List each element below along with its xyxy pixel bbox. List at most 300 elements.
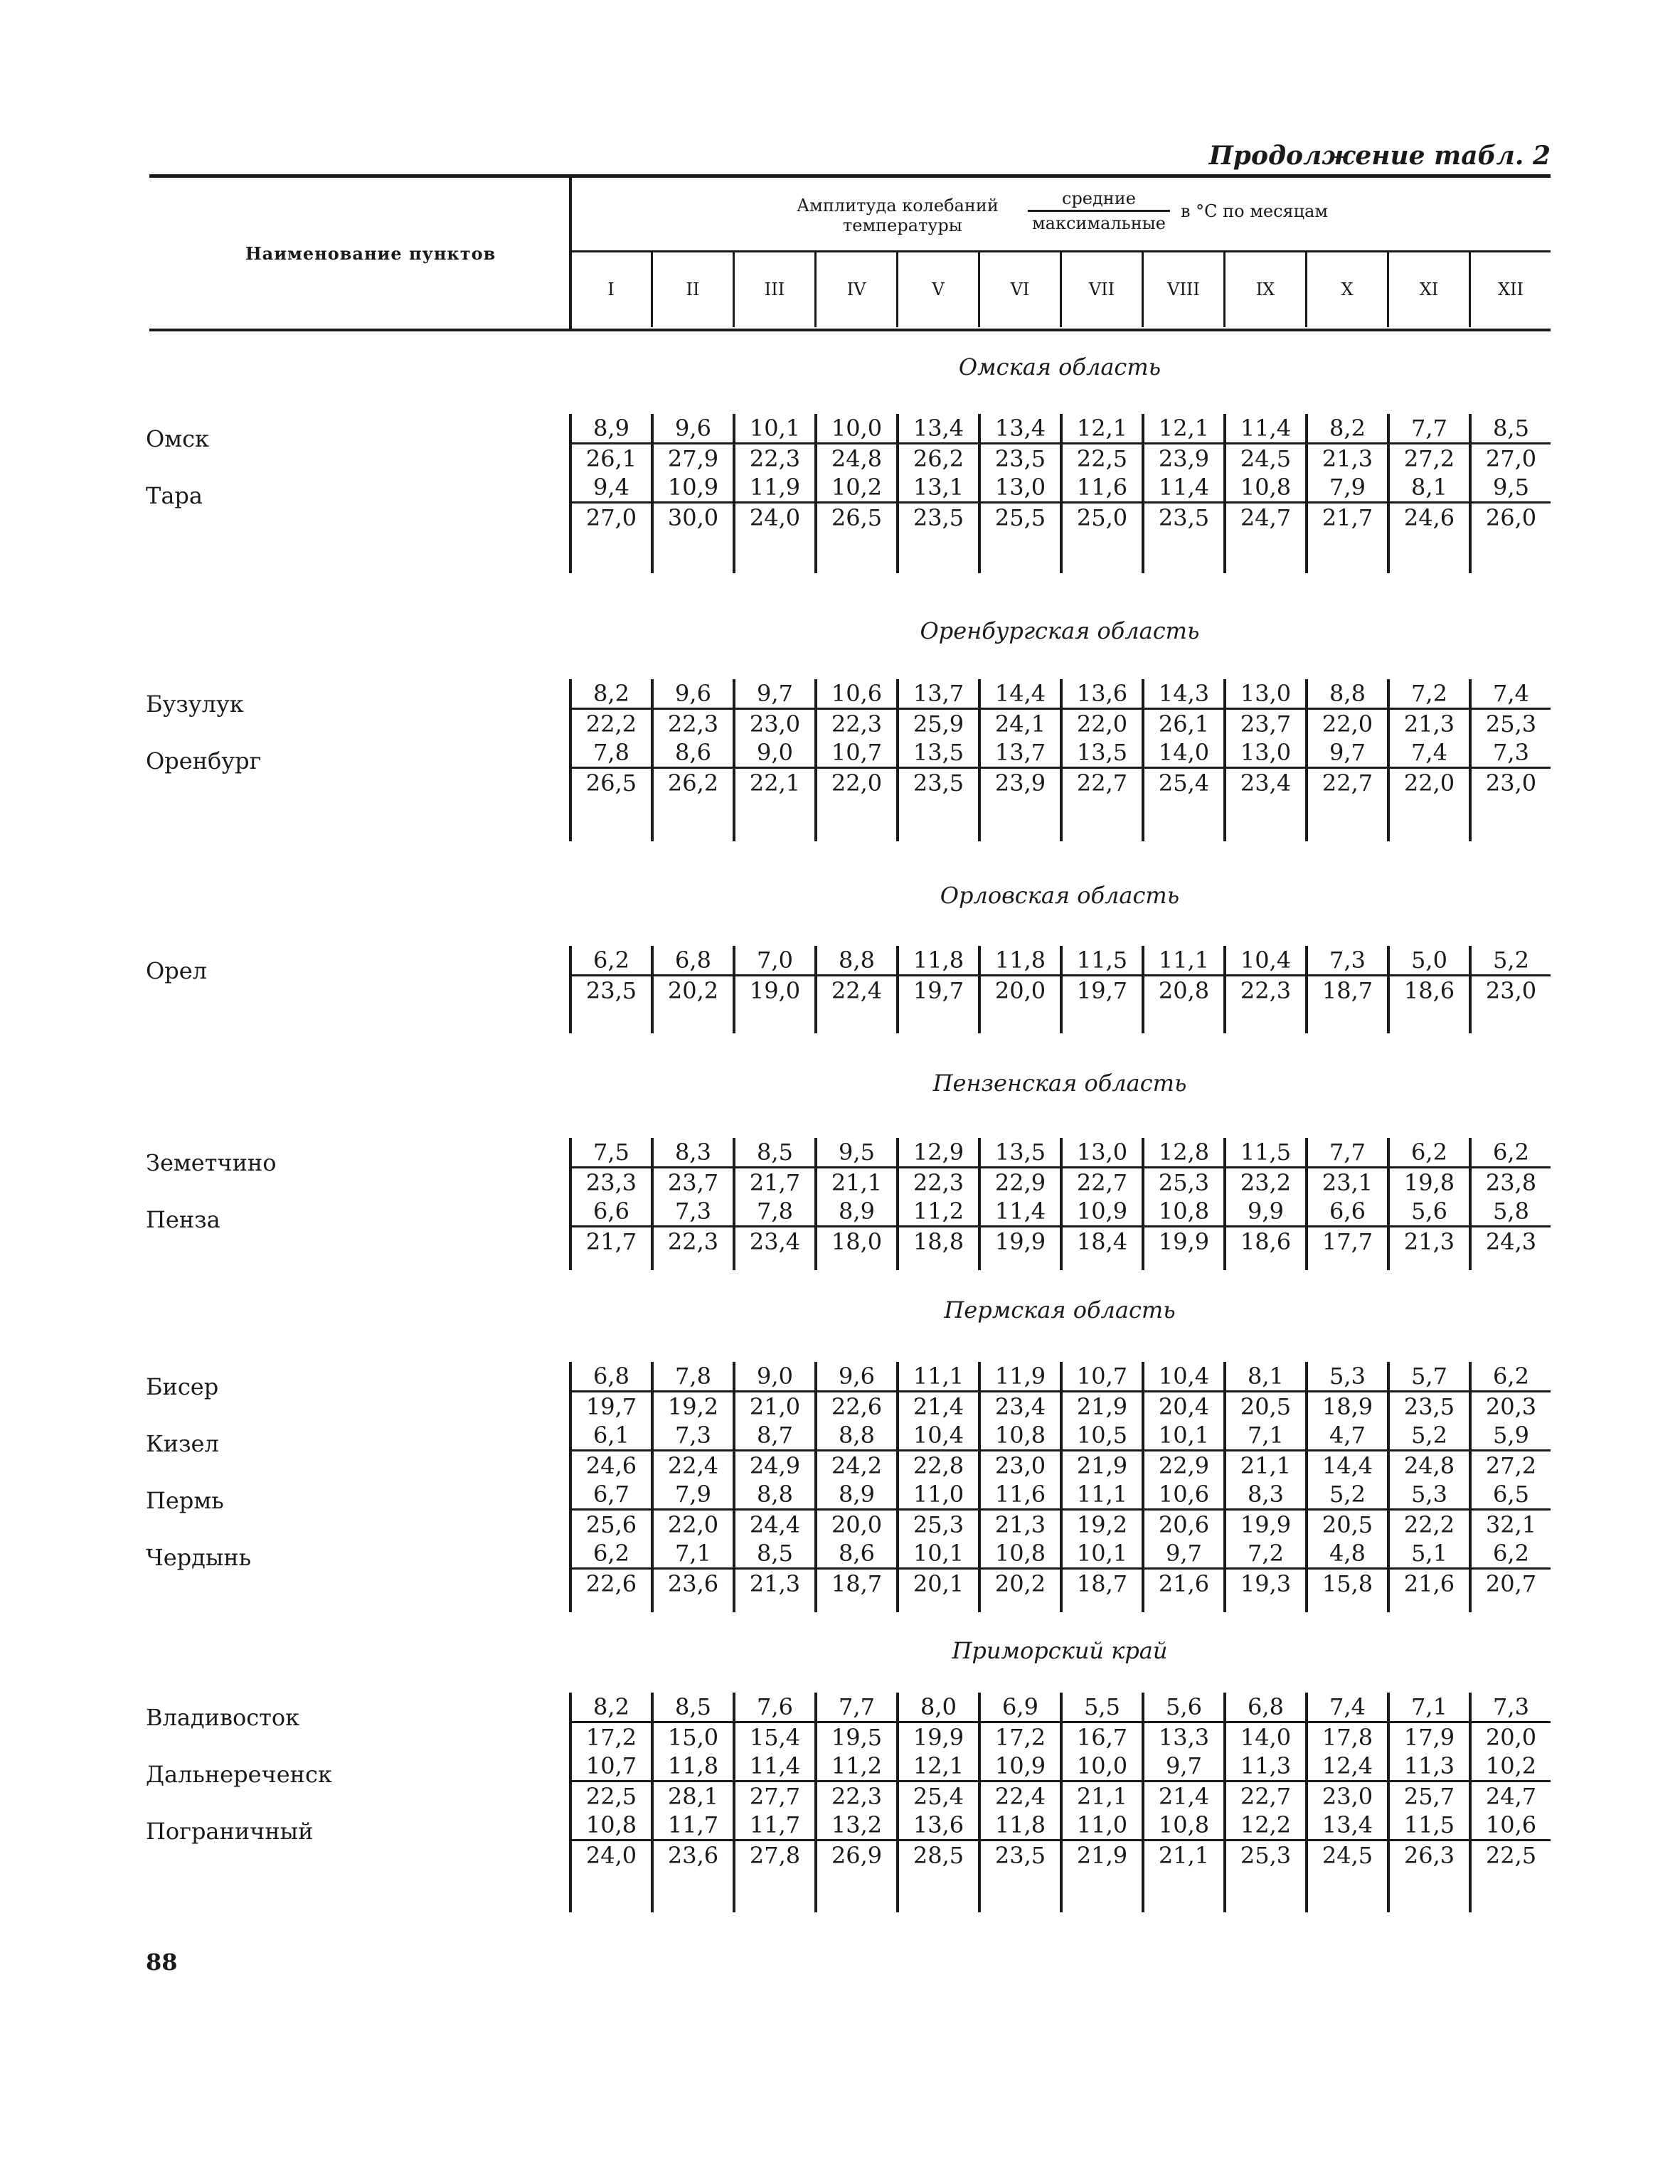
max-amplitude-value: 21,9 <box>1063 1390 1142 1421</box>
max-amplitude-value: 22,3 <box>735 442 814 473</box>
max-amplitude-value: 21,6 <box>1390 1567 1469 1598</box>
max-amplitude-value: 18,7 <box>1063 1567 1142 1598</box>
mean-amplitude-value: 9,6 <box>839 1363 875 1390</box>
month-column <box>733 414 814 573</box>
max-amplitude-value: 18,7 <box>1308 974 1387 1005</box>
mean-amplitude-value: 14,0 <box>1158 739 1210 766</box>
mean-amplitude-value: 10,8 <box>585 1811 637 1838</box>
fraction-denominator: максимальные <box>1031 213 1166 233</box>
max-amplitude-value: 23,5 <box>1144 501 1223 532</box>
month-header: III <box>733 252 814 327</box>
max-amplitude-value: 22,6 <box>572 1567 651 1598</box>
month-column <box>978 414 1060 573</box>
max-amplitude-value: 21,3 <box>735 1567 814 1598</box>
station-name: Пограничный <box>146 1818 314 1845</box>
month-column <box>569 946 651 1033</box>
max-amplitude-value: 24,9 <box>735 1449 814 1480</box>
month-column <box>651 1693 733 1912</box>
mean-amplitude-value: 13,2 <box>831 1811 883 1838</box>
month-header: I <box>569 252 651 327</box>
station-name: Владивосток <box>146 1704 300 1731</box>
mean-amplitude-value: 11,5 <box>1240 1139 1292 1166</box>
mean-amplitude-value: 9,7 <box>757 680 793 707</box>
mean-amplitude-value: 7,9 <box>1329 474 1366 501</box>
month-column <box>651 679 733 841</box>
mean-amplitude-value: 11,6 <box>1076 474 1128 501</box>
station-name: Оренбург <box>146 747 262 774</box>
month-column <box>651 414 733 573</box>
month-column <box>733 1362 814 1612</box>
mean-amplitude-value: 13,6 <box>913 1811 964 1838</box>
mean-amplitude-value: 11,2 <box>831 1752 883 1779</box>
max-amplitude-value: 22,3 <box>817 708 896 738</box>
station-name: Чердынь <box>146 1544 252 1571</box>
month-header: VI <box>978 252 1060 327</box>
max-amplitude-value: 26,0 <box>1472 501 1551 532</box>
max-amplitude-value: 22,2 <box>572 708 651 738</box>
month-column <box>569 1693 651 1912</box>
mean-amplitude-value: 9,0 <box>757 739 793 766</box>
month-column <box>1223 679 1305 841</box>
max-amplitude-value: 26,2 <box>899 442 978 473</box>
mean-amplitude-value: 10,7 <box>831 739 883 766</box>
max-amplitude-value: 20,2 <box>654 974 733 1005</box>
max-amplitude-value: 21,3 <box>1390 1225 1469 1256</box>
max-amplitude-value: 19,8 <box>1390 1166 1469 1197</box>
mean-amplitude-value: 11,8 <box>667 1752 719 1779</box>
mean-amplitude-value: 10,7 <box>585 1752 637 1779</box>
month-column <box>1469 1362 1551 1612</box>
mean-amplitude-value: 6,9 <box>1002 1693 1038 1720</box>
max-amplitude-value: 22,7 <box>1063 1166 1142 1197</box>
mean-amplitude-value: 6,2 <box>1493 1363 1529 1390</box>
max-amplitude-value: 19,9 <box>1144 1225 1223 1256</box>
mean-amplitude-value: 8,6 <box>839 1540 875 1567</box>
max-amplitude-value: 22,0 <box>1063 708 1142 738</box>
max-amplitude-value: 28,5 <box>899 1839 978 1870</box>
mean-amplitude-value: 8,1 <box>1411 474 1447 501</box>
month-header: IX <box>1223 252 1305 327</box>
station-name: Пермь <box>146 1487 224 1514</box>
mean-amplitude-value: 5,2 <box>1411 1422 1447 1449</box>
mean-amplitude-value: 12,1 <box>913 1752 964 1779</box>
mean-amplitude-value: 7,0 <box>757 947 793 974</box>
month-column <box>1305 1138 1387 1270</box>
mean-amplitude-value: 7,4 <box>1329 1693 1366 1720</box>
max-amplitude-value: 20,0 <box>981 974 1060 1005</box>
max-amplitude-value: 27,0 <box>1472 442 1551 473</box>
fraction-numerator: средние <box>1028 188 1170 212</box>
max-amplitude-value: 21,7 <box>735 1166 814 1197</box>
mean-amplitude-value: 12,1 <box>1076 415 1128 442</box>
mean-amplitude-value: 5,7 <box>1411 1363 1447 1390</box>
max-amplitude-value: 22,3 <box>1226 974 1305 1005</box>
month-column <box>1142 1362 1223 1612</box>
max-amplitude-value: 22,5 <box>1063 442 1142 473</box>
mean-amplitude-value: 10,5 <box>1076 1422 1128 1449</box>
mean-amplitude-value: 10,6 <box>1158 1481 1210 1508</box>
month-column <box>1387 1362 1469 1612</box>
month-column <box>1305 679 1387 841</box>
mean-amplitude-value: 6,8 <box>1248 1693 1284 1720</box>
mean-amplitude-value: 8,5 <box>1493 415 1529 442</box>
month-column <box>1223 1362 1305 1612</box>
mean-amplitude-value: 4,8 <box>1329 1540 1366 1567</box>
mean-amplitude-value: 13,1 <box>913 474 964 501</box>
month-header: IV <box>814 252 896 327</box>
mean-amplitude-value: 8,7 <box>757 1422 793 1449</box>
mean-amplitude-value: 7,3 <box>675 1422 711 1449</box>
month-column <box>733 946 814 1033</box>
region-values-grid <box>569 946 1551 1033</box>
region-values-grid <box>569 1693 1551 1912</box>
mean-amplitude-value: 7,2 <box>1411 680 1447 707</box>
mean-amplitude-value: 11,3 <box>1403 1752 1455 1779</box>
mean-amplitude-value: 12,4 <box>1322 1752 1373 1779</box>
max-amplitude-value: 27,8 <box>735 1839 814 1870</box>
mean-amplitude-value: 11,7 <box>667 1811 719 1838</box>
max-amplitude-value: 24,0 <box>572 1839 651 1870</box>
max-amplitude-value: 22,7 <box>1226 1780 1305 1811</box>
month-column <box>651 946 733 1033</box>
max-amplitude-value: 25,0 <box>1063 501 1142 532</box>
max-amplitude-value: 24,2 <box>817 1449 896 1480</box>
mean-amplitude-value: 8,9 <box>839 1481 875 1508</box>
max-amplitude-value: 19,9 <box>899 1721 978 1752</box>
mean-amplitude-value: 10,8 <box>1240 474 1292 501</box>
max-amplitude-value: 23,0 <box>1308 1780 1387 1811</box>
mean-amplitude-value: 7,7 <box>1411 415 1447 442</box>
mean-amplitude-value: 11,1 <box>913 1363 964 1390</box>
max-amplitude-value: 18,4 <box>1063 1225 1142 1256</box>
mean-amplitude-value: 11,0 <box>913 1481 964 1508</box>
max-amplitude-value: 23,0 <box>1472 974 1551 1005</box>
month-header: X <box>1305 252 1387 327</box>
max-amplitude-value: 23,5 <box>981 1839 1060 1870</box>
max-amplitude-value: 25,5 <box>981 501 1060 532</box>
mean-amplitude-value: 11,4 <box>994 1198 1046 1225</box>
mean-amplitude-value: 10,6 <box>831 680 883 707</box>
mean-amplitude-value: 10,1 <box>913 1540 964 1567</box>
mean-amplitude-value: 13,0 <box>1240 739 1292 766</box>
max-amplitude-value: 22,4 <box>817 974 896 1005</box>
max-amplitude-value: 26,1 <box>1144 708 1223 738</box>
max-amplitude-value: 21,7 <box>572 1225 651 1256</box>
max-amplitude-value: 25,3 <box>1144 1166 1223 1197</box>
month-column <box>1223 414 1305 573</box>
station-name: Тара <box>146 482 203 509</box>
max-amplitude-value: 23,5 <box>899 501 978 532</box>
mean-amplitude-value: 7,5 <box>593 1139 629 1166</box>
max-amplitude-value: 20,0 <box>817 1508 896 1539</box>
mean-amplitude-value: 7,3 <box>1493 739 1529 766</box>
month-column <box>569 1138 651 1270</box>
mean-amplitude-value: 8,8 <box>757 1481 793 1508</box>
max-amplitude-value: 26,9 <box>817 1839 896 1870</box>
mean-amplitude-value: 13,7 <box>913 680 964 707</box>
amplitude-header-units: в °С по месяцам <box>1181 201 1329 221</box>
mean-amplitude-value: 7,9 <box>675 1481 711 1508</box>
max-amplitude-value: 15,8 <box>1308 1567 1387 1598</box>
max-amplitude-value: 21,1 <box>1063 1780 1142 1811</box>
max-amplitude-value: 23,4 <box>1226 767 1305 797</box>
month-column <box>1305 1362 1387 1612</box>
max-amplitude-value: 20,0 <box>1472 1721 1551 1752</box>
max-amplitude-value: 23,5 <box>572 974 651 1005</box>
mean-amplitude-value: 7,3 <box>1329 947 1366 974</box>
month-column <box>978 1693 1060 1912</box>
max-amplitude-value: 21,1 <box>817 1166 896 1197</box>
name-column-header: Наименование пунктов <box>245 243 496 264</box>
max-amplitude-value: 24,6 <box>1390 501 1469 532</box>
max-amplitude-value: 24,1 <box>981 708 1060 738</box>
mean-amplitude-value: 10,1 <box>749 415 801 442</box>
max-amplitude-value: 19,5 <box>817 1721 896 1752</box>
mean-amplitude-value: 6,2 <box>593 947 629 974</box>
max-amplitude-value: 24,3 <box>1472 1225 1551 1256</box>
max-amplitude-value: 22,9 <box>981 1166 1060 1197</box>
mean-amplitude-value: 6,7 <box>593 1481 629 1508</box>
mean-amplitude-value: 11,4 <box>1240 415 1292 442</box>
max-amplitude-value: 25,6 <box>572 1508 651 1539</box>
month-column <box>814 1693 896 1912</box>
mean-amplitude-value: 6,5 <box>1493 1481 1529 1508</box>
mean-amplitude-value: 7,3 <box>1493 1693 1529 1720</box>
max-amplitude-value: 24,7 <box>1226 501 1305 532</box>
month-header: VIII <box>1142 252 1223 327</box>
mean-amplitude-value: 8,5 <box>675 1693 711 1720</box>
month-column <box>1305 946 1387 1033</box>
mean-amplitude-value: 6,2 <box>1493 1540 1529 1567</box>
max-amplitude-value: 15,4 <box>735 1721 814 1752</box>
month-header-row <box>569 252 1551 327</box>
max-amplitude-value: 22,7 <box>1063 767 1142 797</box>
mean-amplitude-value: 9,0 <box>757 1363 793 1390</box>
mean-amplitude-value: 7,8 <box>593 739 629 766</box>
mean-amplitude-value: 9,6 <box>675 680 711 707</box>
max-amplitude-value: 23,4 <box>981 1390 1060 1421</box>
max-amplitude-value: 18,7 <box>817 1567 896 1598</box>
region-heading: Пензенская область <box>932 1070 1187 1097</box>
max-amplitude-value: 23,0 <box>981 1449 1060 1480</box>
mean-amplitude-value: 13,7 <box>994 739 1046 766</box>
max-amplitude-value: 19,3 <box>1226 1567 1305 1598</box>
max-amplitude-value: 26,2 <box>654 767 733 797</box>
max-amplitude-value: 23,5 <box>981 442 1060 473</box>
month-column <box>1305 414 1387 573</box>
max-amplitude-value: 23,9 <box>981 767 1060 797</box>
max-amplitude-value: 25,3 <box>1472 708 1551 738</box>
mean-amplitude-value: 8,3 <box>675 1139 711 1166</box>
mean-amplitude-value: 10,0 <box>1076 1752 1128 1779</box>
month-column <box>896 946 978 1033</box>
mean-amplitude-value: 7,1 <box>1248 1422 1284 1449</box>
mean-amplitude-value: 11,4 <box>749 1752 801 1779</box>
month-column <box>1387 1693 1469 1912</box>
max-amplitude-value: 21,3 <box>1390 708 1469 738</box>
mean-amplitude-value: 13,4 <box>994 415 1046 442</box>
mean-amplitude-value: 8,3 <box>1248 1481 1284 1508</box>
mean-amplitude-value: 6,6 <box>1329 1198 1366 1225</box>
mean-amplitude-value: 9,7 <box>1166 1752 1202 1779</box>
mean-amplitude-value: 8,6 <box>675 739 711 766</box>
header-rule <box>149 329 1551 331</box>
max-amplitude-value: 20,4 <box>1144 1390 1223 1421</box>
month-column <box>978 1362 1060 1612</box>
month-column <box>1469 1693 1551 1912</box>
mean-amplitude-value: 11,5 <box>1076 947 1128 974</box>
mean-amplitude-value: 7,8 <box>757 1198 793 1225</box>
max-amplitude-value: 24,5 <box>1308 1839 1387 1870</box>
max-amplitude-value: 27,9 <box>654 442 733 473</box>
max-amplitude-value: 20,1 <box>899 1567 978 1598</box>
month-column <box>896 1693 978 1912</box>
mean-amplitude-value: 9,6 <box>675 415 711 442</box>
max-amplitude-value: 32,1 <box>1472 1508 1551 1539</box>
month-column <box>978 1138 1060 1270</box>
month-column <box>651 1138 733 1270</box>
month-column <box>1060 1693 1142 1912</box>
mean-amplitude-value: 10,4 <box>1240 947 1292 974</box>
max-amplitude-value: 22,3 <box>654 1225 733 1256</box>
month-column <box>1060 679 1142 841</box>
max-amplitude-value: 27,2 <box>1472 1449 1551 1480</box>
max-amplitude-value: 22,8 <box>899 1449 978 1480</box>
max-amplitude-value: 17,9 <box>1390 1721 1469 1752</box>
mean-amplitude-value: 9,9 <box>1248 1198 1284 1225</box>
mean-amplitude-value: 5,3 <box>1411 1481 1447 1508</box>
max-amplitude-value: 22,0 <box>1308 708 1387 738</box>
mean-amplitude-value: 10,2 <box>831 474 883 501</box>
max-amplitude-value: 19,7 <box>1063 974 1142 1005</box>
max-amplitude-value: 23,3 <box>572 1166 651 1197</box>
max-amplitude-value: 17,2 <box>981 1721 1060 1752</box>
amplitude-header-line1: Амплитуда колебаний <box>797 196 999 215</box>
max-amplitude-value: 22,0 <box>654 1508 733 1539</box>
station-name: Кизел <box>146 1430 219 1457</box>
month-column <box>569 679 651 841</box>
month-column <box>896 414 978 573</box>
max-amplitude-value: 26,3 <box>1390 1839 1469 1870</box>
station-name: Дальнереченск <box>146 1761 332 1788</box>
mean-amplitude-value: 6,1 <box>593 1422 629 1449</box>
max-amplitude-value: 17,7 <box>1308 1225 1387 1256</box>
max-amplitude-value: 22,3 <box>817 1780 896 1811</box>
mean-amplitude-value: 13,0 <box>994 474 1046 501</box>
mean-amplitude-value: 9,7 <box>1166 1540 1202 1567</box>
mean-amplitude-value: 5,0 <box>1411 947 1447 974</box>
month-column <box>1060 1138 1142 1270</box>
max-amplitude-value: 28,1 <box>654 1780 733 1811</box>
max-amplitude-value: 22,0 <box>1390 767 1469 797</box>
month-column <box>1060 414 1142 573</box>
max-amplitude-value: 21,7 <box>1308 501 1387 532</box>
max-amplitude-value: 30,0 <box>654 501 733 532</box>
max-amplitude-value: 21,9 <box>1063 1449 1142 1480</box>
mean-amplitude-value: 7,6 <box>757 1693 793 1720</box>
max-amplitude-value: 27,2 <box>1390 442 1469 473</box>
month-column <box>1469 414 1551 573</box>
station-name: Пенза <box>146 1206 220 1233</box>
mean-amplitude-value: 8,2 <box>1329 415 1366 442</box>
max-amplitude-value: 23,0 <box>1472 767 1551 797</box>
amplitude-fraction <box>1028 188 1170 233</box>
mean-amplitude-value: 5,5 <box>1084 1693 1120 1720</box>
mean-amplitude-value: 13,4 <box>1322 1811 1373 1838</box>
mean-amplitude-value: 12,9 <box>913 1139 964 1166</box>
max-amplitude-value: 23,6 <box>654 1839 733 1870</box>
month-header: XI <box>1387 252 1469 327</box>
max-amplitude-value: 20,5 <box>1226 1390 1305 1421</box>
mean-amplitude-value: 7,7 <box>1329 1139 1366 1166</box>
month-column <box>1142 1138 1223 1270</box>
mean-amplitude-value: 8,5 <box>757 1139 793 1166</box>
month-column <box>896 1362 978 1612</box>
mean-amplitude-value: 7,4 <box>1493 680 1529 707</box>
month-header: XII <box>1469 252 1551 327</box>
month-column <box>814 946 896 1033</box>
max-amplitude-value: 25,9 <box>899 708 978 738</box>
month-column <box>978 679 1060 841</box>
mean-amplitude-value: 10,1 <box>1158 1422 1210 1449</box>
mean-amplitude-value: 10,8 <box>994 1422 1046 1449</box>
month-column <box>896 1138 978 1270</box>
mean-amplitude-value: 13,6 <box>1076 680 1128 707</box>
mean-amplitude-value: 11,6 <box>994 1481 1046 1508</box>
max-amplitude-value: 20,3 <box>1472 1390 1551 1421</box>
mean-amplitude-value: 11,1 <box>1076 1481 1128 1508</box>
max-amplitude-value: 19,9 <box>1226 1508 1305 1539</box>
mean-amplitude-value: 11,2 <box>913 1198 964 1225</box>
mean-amplitude-value: 9,7 <box>1329 739 1366 766</box>
mean-amplitude-value: 10,4 <box>913 1422 964 1449</box>
max-amplitude-value: 16,7 <box>1063 1721 1142 1752</box>
month-column <box>1223 946 1305 1033</box>
max-amplitude-value: 22,0 <box>817 767 896 797</box>
page-number: 88 <box>146 1949 178 1976</box>
month-column <box>1060 1362 1142 1612</box>
max-amplitude-value: 22,9 <box>1144 1449 1223 1480</box>
max-amplitude-value: 19,2 <box>654 1390 733 1421</box>
month-column <box>978 946 1060 1033</box>
month-header: II <box>651 252 733 327</box>
max-amplitude-value: 23,4 <box>735 1225 814 1256</box>
max-amplitude-value: 17,2 <box>572 1721 651 1752</box>
max-amplitude-value: 15,0 <box>654 1721 733 1752</box>
max-amplitude-value: 23,5 <box>899 767 978 797</box>
mean-amplitude-value: 13,5 <box>994 1139 1046 1166</box>
max-amplitude-value: 27,0 <box>572 501 651 532</box>
max-amplitude-value: 24,8 <box>817 442 896 473</box>
mean-amplitude-value: 11,7 <box>749 1811 801 1838</box>
max-amplitude-value: 20,7 <box>1472 1567 1551 1598</box>
mean-amplitude-value: 10,8 <box>1158 1811 1210 1838</box>
mean-amplitude-value: 7,1 <box>675 1540 711 1567</box>
mean-amplitude-value: 13,5 <box>1076 739 1128 766</box>
month-header: VII <box>1060 252 1142 327</box>
max-amplitude-value: 24,8 <box>1390 1449 1469 1480</box>
max-amplitude-value: 21,9 <box>1063 1839 1142 1870</box>
max-amplitude-value: 18,6 <box>1226 1225 1305 1256</box>
mean-amplitude-value: 5,6 <box>1166 1693 1202 1720</box>
month-column <box>1142 946 1223 1033</box>
mean-amplitude-value: 8,8 <box>1329 680 1366 707</box>
max-amplitude-value: 23,7 <box>654 1166 733 1197</box>
month-column <box>1142 1693 1223 1912</box>
max-amplitude-value: 21,3 <box>981 1508 1060 1539</box>
max-amplitude-value: 23,1 <box>1308 1166 1387 1197</box>
max-amplitude-value: 20,6 <box>1144 1508 1223 1539</box>
